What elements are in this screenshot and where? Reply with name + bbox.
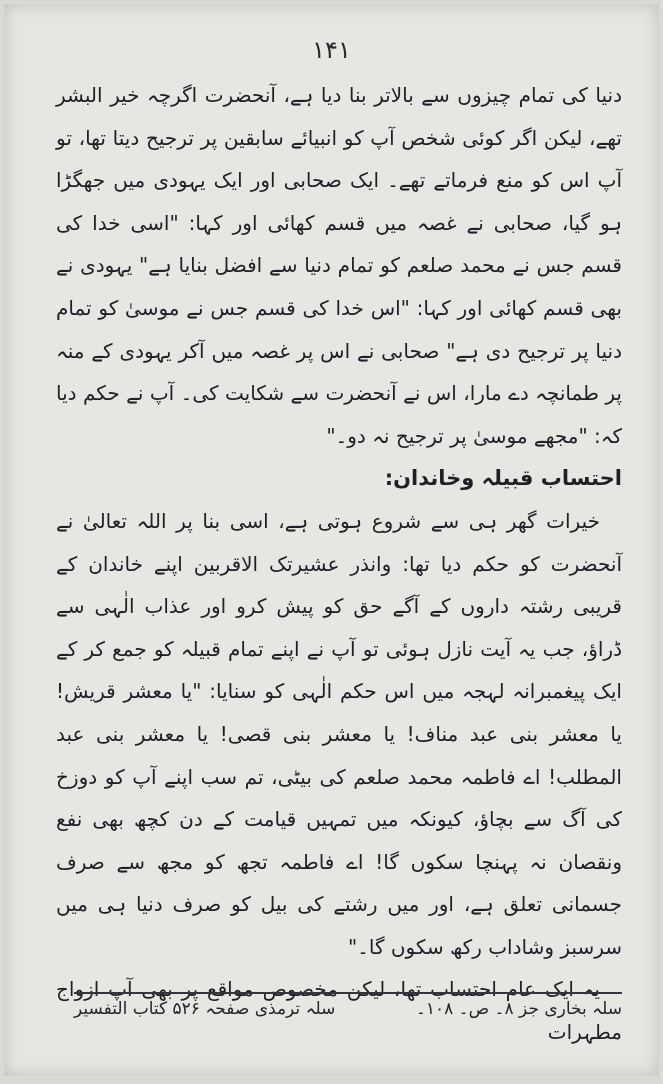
section-heading: احتساب قبیلہ وخاندان: bbox=[384, 466, 622, 491]
paragraph-1: دنیا کی تمام چیزوں سے بالاتر بنا دیا ہے، آنحضرت اگرچہ خیر البشر تھے، لیکن اگر کوئی شخص آپ کو انبیائے سابقین پر ترجیح دیتا تھا، تو آپ اس کو منع فرماتے تھے۔ ایک صحابی اور ایک یہودی میں جھگڑا ہو گیا، صحابی نے غصہ میں قسم کھائی اور کہا: "اسی خدا کی قسم جس نے محمد صلعم کو تمام دنیا سے افضل بنایا ہے" یہودی نے بھی قسم کھائی اور کہا: "اس خدا کی قسم جس نے موسیٰ کو تمام دنیا پر ترجیح دی ہے" صحابی نے اس پر غصہ میں آکر یہودی کے منہ پر طمانچہ دے مارا، اس نے آنحضرت سے شکایت کی۔ آپ نے حکم دیا کہ: "مجھے موسیٰ پر ترجیح نہ دو۔" bbox=[56, 83, 622, 448]
footnote-1: سلہ بخاری جز ۸۔ ص۔ ۱۰۸۔ bbox=[415, 999, 622, 1019]
footnote-divider bbox=[74, 992, 622, 994]
page-body bbox=[56, 74, 622, 1054]
paragraph-2: خیرات گھر ہی سے شروع ہوتی ہے، اسی بنا پر اللہ تعالیٰ نے آنحضرت کو حکم دیا تھا: وانذر عشیرتک الاقربین اپنے خاندان کے قریبی رشتہ داروں کے آگے حق کو پیش کرو اور عذاب الٰہی سے ڈراؤ، جب یہ آیت نازل ہوئی تو آپ نے اپنے تمام قبیلہ کو جمع کر کے ایک پیغمبرانہ لہجہ میں اس حکم الٰہی کو سنایا: "یا معشر قریش! یا معشر بنی عبد مناف! یا معشر بنی قصی! یا معشر بنی عبد المطلب! اے فاطمہ محمد صلعم کی بیٹی، تم سب اپنے آپ کو دوزخ کی آگ سے بچاؤ، کیونکہ میں تمہیں قیامت کے دن کچھ بھی نفع ونقصان نہ پہنچا سکوں گا! اے فاطمہ تجھ کو مجھ سے صرف جسمانی تعلق ہے، اور میں رشتے کی بیل کو صرف دنیا ہی میں سرسبز وشاداب رکھ سکوں گا۔" bbox=[56, 508, 622, 959]
footnote-2: سلہ ترمذی صفحہ ۵۲۶ کتاب التفسیر bbox=[74, 999, 336, 1019]
footnotes bbox=[74, 998, 622, 1019]
book-page bbox=[4, 4, 659, 1076]
page-number: ۱۴۱ bbox=[312, 36, 351, 64]
paragraph-3: یہ ایک عام احتساب تھا، لیکن مخصوص مواقع پر بھی آپ ازواج مطہرات bbox=[56, 977, 622, 1045]
